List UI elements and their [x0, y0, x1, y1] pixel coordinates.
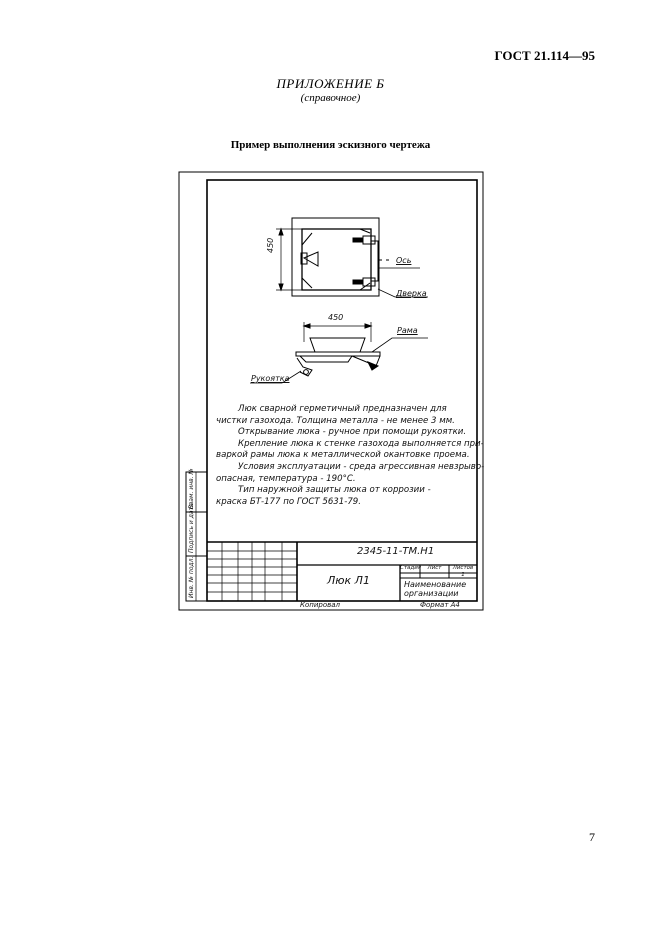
side-stamp-replacement: Взам. инв. №	[188, 468, 195, 509]
note-line: Открывание люка - ручное при помощи рукоятки.	[238, 427, 467, 438]
side-stamp-signature-date: Подпись и дата	[188, 503, 195, 553]
page-number: 7	[589, 830, 595, 844]
drawing-notes	[216, 404, 485, 508]
title-block-stage-label: Стадия	[400, 565, 422, 571]
note-line: Тип наружной защиты люка от коррозии -	[238, 485, 431, 496]
note-line: Люк сварной герметичный предназначен для	[238, 404, 447, 414]
note-line: варкой рамы люка к металлической окантовке проема.	[216, 450, 470, 461]
figure-caption: Пример выполнения эскизного чертежа	[230, 139, 431, 151]
sheet-outer-border	[179, 172, 483, 610]
side-stamp-inv-number: Инв. № подл.	[188, 556, 195, 598]
appendix-subtitle: (справочное)	[300, 92, 361, 104]
note-line: чистки газохода. Толщина металла - не менее 3 мм.	[216, 415, 455, 426]
standard-number: ГОСТ 21.114—95	[494, 48, 595, 63]
title-block-sheet-label: Лист	[427, 565, 442, 571]
title-block-name: Люк Л1	[327, 574, 370, 587]
sheet-inner-frame	[207, 180, 485, 601]
note-line: Крепление люка к стенке газохода выполняется при-	[238, 438, 484, 449]
title-block-sheets-value: 1	[461, 572, 465, 578]
dimension-horizontal: 450	[328, 313, 344, 322]
copied-label: Копировал	[300, 601, 340, 609]
format-label: Формат А4	[420, 601, 460, 609]
dimension-vertical: 450	[266, 237, 275, 253]
appendix-title: ПРИЛОЖЕНИЕ Б	[276, 76, 385, 91]
label-axis: Ось	[396, 256, 412, 265]
note-line: опасная, температура - 190°С.	[216, 473, 356, 484]
label-handle: Рукоятка	[251, 374, 290, 383]
note-line: Условия эксплуатации - среда агрессивная невзрыво-	[238, 461, 485, 472]
title-block-sheets-label: Листов	[452, 565, 474, 571]
title-block-designation: 2345-11-ТМ.Н1	[357, 546, 435, 557]
label-frame: Рама	[397, 326, 418, 335]
note-line: краска БТ-177 по ГОСТ 5631-79.	[216, 496, 361, 507]
label-door: Дверка	[396, 289, 427, 298]
title-block-organization: Наименование организации	[404, 580, 467, 598]
